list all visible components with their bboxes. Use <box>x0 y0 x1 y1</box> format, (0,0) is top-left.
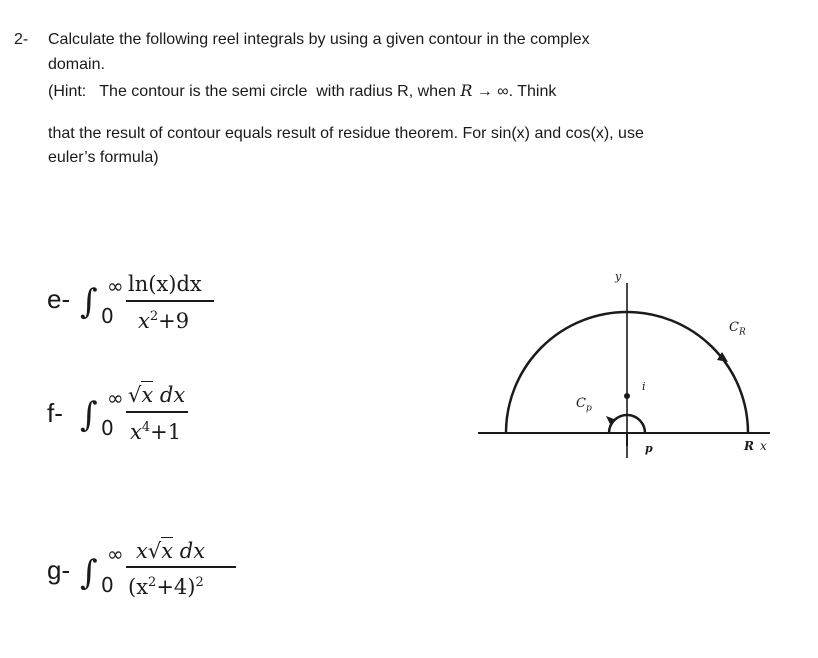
integral-f-denominator: $x^4+1$ <box>130 420 182 444</box>
integral-e-denominator: $x^2+9$ <box>138 309 190 333</box>
hint-prefix: (Hint: The contour is the semi circle with radius R, when <box>48 83 461 100</box>
problem-line-4: that the result of contour equals result of residue theorem. For sin(x) and cos(x), use <box>48 125 644 142</box>
diagram-cr-label: $C_R$ <box>729 320 746 338</box>
diagram-x-label: x <box>760 439 767 453</box>
diagram-y-label: y <box>615 270 622 283</box>
diagram-i-label: i <box>642 380 646 393</box>
pole-point <box>624 393 630 399</box>
integral-g-sign: ∫ <box>80 553 98 593</box>
hint-r: R <box>460 81 473 100</box>
diagram-cp-label: $C_p$ <box>576 396 592 414</box>
integral-f-sign: ∫ <box>80 395 98 435</box>
integral-g-upper: ∞ <box>107 542 124 566</box>
integral-e-label: e- <box>47 284 71 314</box>
hint-arrow: → ∞. Think <box>472 83 557 100</box>
integral-f-upper: ∞ <box>107 386 124 410</box>
integral-f-numerator: √x dx <box>128 383 186 407</box>
integral-g-denominator: $(x^2+4)^2$ <box>128 575 204 599</box>
integral-g-label: g- <box>47 555 71 585</box>
integral-e-upper: ∞ <box>107 274 124 298</box>
integral-e-sign: ∫ <box>80 282 98 322</box>
problem-line-2: domain. <box>48 56 105 73</box>
diagram-p-label: p <box>645 442 653 455</box>
integral-e-lower: 0 <box>101 304 114 328</box>
integral-e-numerator: ln(x)dx <box>128 272 202 296</box>
integral-g-lower: 0 <box>101 573 114 597</box>
problem-number: 2- <box>14 31 29 48</box>
integral-f-lower: 0 <box>101 416 114 440</box>
integral-g-numerator: x√x dx <box>136 539 206 563</box>
problem-line-5: euler’s formula) <box>48 149 159 166</box>
integral-f-label: f- <box>47 398 63 428</box>
problem-line-1: Calculate the following reel integrals by using a given contour in the complex <box>48 31 590 48</box>
diagram-r-label: R <box>744 439 754 453</box>
